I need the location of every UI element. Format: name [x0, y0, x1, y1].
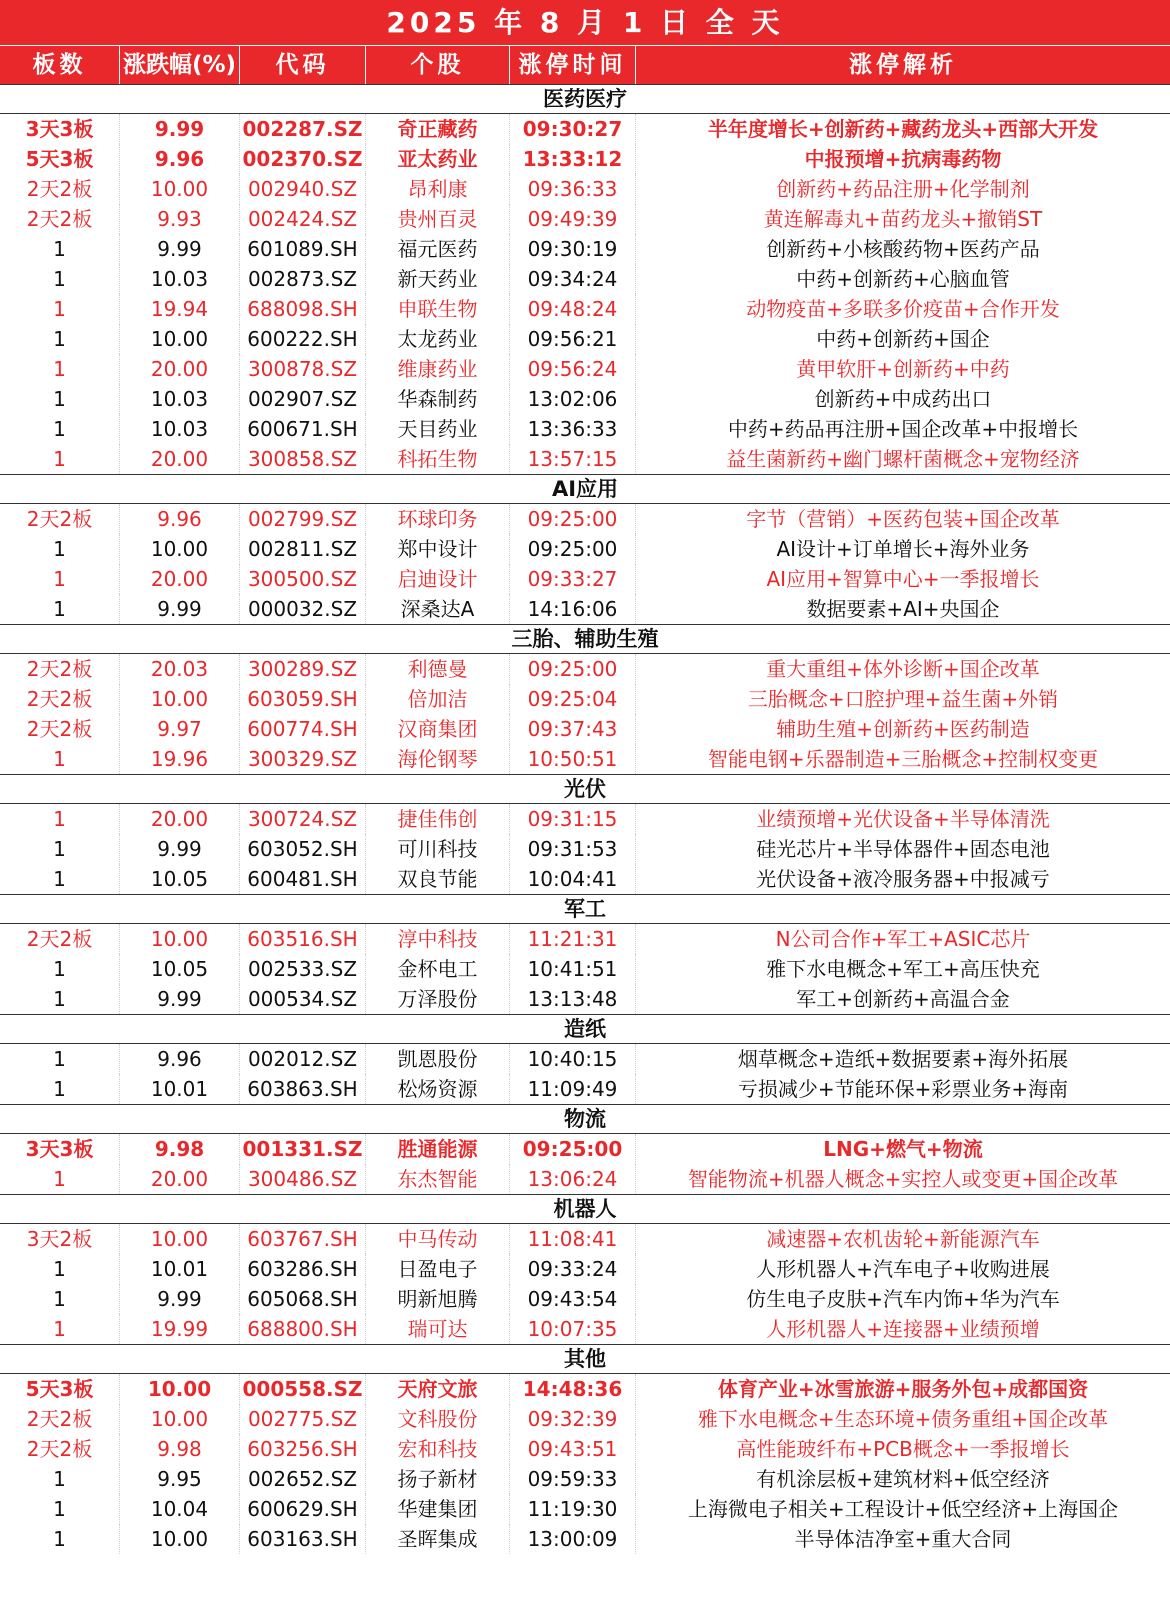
stock-name-cell: 海伦钢琴 — [366, 744, 510, 774]
table-row — [0, 1494, 1170, 1524]
change-pct-cell: 10.00 — [120, 534, 240, 564]
analysis-cell: 有机涂层板+建筑材料+低空经济 — [756, 1467, 1050, 1491]
table-row — [0, 354, 1170, 384]
analysis-cell: 军工+创新药+高温合金 — [796, 987, 1010, 1011]
board-count-cell: 1 — [0, 804, 120, 834]
table-row — [0, 744, 1170, 774]
limit-time-cell: 09:43:54 — [510, 1284, 636, 1314]
limit-time-cell: 11:19:30 — [510, 1494, 636, 1524]
stock-code-cell: 002907.SZ — [240, 384, 366, 414]
column-header-row — [0, 46, 1170, 84]
change-pct-cell: 9.96 — [120, 1044, 240, 1074]
analysis-cell: 智能物流+机器人概念+实控人或变更+国企改革 — [687, 1167, 1119, 1191]
stock-code-cell: 600774.SH — [240, 714, 366, 744]
change-pct-cell: 10.00 — [120, 1374, 240, 1404]
table-row — [0, 1224, 1170, 1254]
change-pct-cell: 19.99 — [120, 1314, 240, 1344]
table-row — [0, 114, 1170, 144]
stock-code-cell: 600481.SH — [240, 864, 366, 894]
stock-name-cell: 瑞可达 — [366, 1314, 510, 1344]
stock-name-cell: 日盈电子 — [366, 1254, 510, 1284]
limit-time-cell: 13:06:24 — [510, 1164, 636, 1194]
change-pct-cell: 10.00 — [120, 1224, 240, 1254]
limit-time-cell: 10:07:35 — [510, 1314, 636, 1344]
table-body — [0, 84, 1170, 1554]
stock-code-cell: 002775.SZ — [240, 1404, 366, 1434]
change-pct-cell: 9.99 — [120, 114, 240, 144]
change-pct-cell: 10.01 — [120, 1254, 240, 1284]
header-limit-time: 涨停时间 — [510, 46, 636, 84]
analysis-cell: 上海微电子相关+工程设计+低空经济+上海国企 — [687, 1497, 1119, 1521]
change-pct-cell: 20.00 — [120, 564, 240, 594]
table-row — [0, 714, 1170, 744]
section-header: 医药医疗 — [0, 84, 1170, 114]
change-pct-cell: 10.03 — [120, 414, 240, 444]
change-pct-cell: 10.03 — [120, 384, 240, 414]
stock-code-cell: 300878.SZ — [240, 354, 366, 384]
analysis-cell: 业绩预增+光伏设备+半导体清洗 — [756, 807, 1050, 831]
table-row — [0, 264, 1170, 294]
limit-time-cell: 09:30:27 — [510, 114, 636, 144]
table-row — [0, 1164, 1170, 1194]
analysis-cell: 亏损减少+节能环保+彩票业务+海南 — [737, 1077, 1069, 1101]
board-count-cell: 1 — [0, 1314, 120, 1344]
stock-name-cell: 科拓生物 — [366, 444, 510, 474]
stock-name-cell: 太龙药业 — [366, 324, 510, 354]
stock-name-cell: 华建集团 — [366, 1494, 510, 1524]
board-count-cell: 1 — [0, 384, 120, 414]
analysis-cell: 创新药+小核酸药物+医药产品 — [766, 237, 1040, 261]
stock-name-cell: 汉商集团 — [366, 714, 510, 744]
stock-code-cell: 603863.SH — [240, 1074, 366, 1104]
stock-code-cell: 002370.SZ — [240, 144, 366, 174]
board-count-cell: 1 — [0, 1524, 120, 1554]
table-row — [0, 594, 1170, 624]
change-pct-cell: 9.99 — [120, 984, 240, 1014]
table-row — [0, 204, 1170, 234]
board-count-cell: 1 — [0, 1284, 120, 1314]
change-pct-cell: 9.96 — [120, 144, 240, 174]
stock-code-cell: 688800.SH — [240, 1314, 366, 1344]
analysis-cell: 仿生电子皮肤+汽车内饰+华为汽车 — [746, 1287, 1060, 1311]
limit-time-cell: 09:36:33 — [510, 174, 636, 204]
board-count-cell: 1 — [0, 594, 120, 624]
table-row — [0, 534, 1170, 564]
table-row — [0, 144, 1170, 174]
change-pct-cell: 9.98 — [120, 1434, 240, 1464]
stock-name-cell: 新天药业 — [366, 264, 510, 294]
stock-code-cell: 688098.SH — [240, 294, 366, 324]
limit-time-cell: 09:56:24 — [510, 354, 636, 384]
limit-time-cell: 14:16:06 — [510, 594, 636, 624]
stock-code-cell: 300858.SZ — [240, 444, 366, 474]
limit-time-cell: 09:31:53 — [510, 834, 636, 864]
stock-code-cell: 603059.SH — [240, 684, 366, 714]
board-count-cell: 1 — [0, 1464, 120, 1494]
limit-time-cell: 09:49:39 — [510, 204, 636, 234]
board-count-cell: 2天2板 — [0, 924, 120, 954]
analysis-cell: 创新药+中成药出口 — [814, 387, 992, 411]
stock-code-cell: 600222.SH — [240, 324, 366, 354]
stock-name-cell: 中马传动 — [366, 1224, 510, 1254]
change-pct-cell: 20.00 — [120, 354, 240, 384]
limit-time-cell: 09:25:00 — [510, 1134, 636, 1164]
stock-name-cell: 捷佳伟创 — [366, 804, 510, 834]
analysis-cell: AI应用+智算中心+一季报增长 — [766, 567, 1040, 591]
limit-time-cell: 09:31:15 — [510, 804, 636, 834]
table-row — [0, 654, 1170, 684]
change-pct-cell: 10.00 — [120, 1404, 240, 1434]
stock-code-cell: 300500.SZ — [240, 564, 366, 594]
board-count-cell: 3天3板 — [0, 1134, 120, 1164]
board-count-cell: 2天2板 — [0, 504, 120, 534]
stock-code-cell: 002012.SZ — [240, 1044, 366, 1074]
stock-name-cell: 淳中科技 — [366, 924, 510, 954]
table-row — [0, 834, 1170, 864]
stock-name-cell: 宏和科技 — [366, 1434, 510, 1464]
stock-name-cell: 深桑达A — [366, 594, 510, 624]
analysis-cell: 中药+创新药+心脑血管 — [796, 267, 1010, 291]
limit-time-cell: 09:56:21 — [510, 324, 636, 354]
stock-name-cell: 贵州百灵 — [366, 204, 510, 234]
analysis-cell: 数据要素+AI+央国企 — [806, 597, 1000, 621]
stock-name-cell: 维康药业 — [366, 354, 510, 384]
analysis-cell: 人形机器人+连接器+业绩预增 — [766, 1317, 1040, 1341]
board-count-cell: 1 — [0, 954, 120, 984]
analysis-cell: 雅下水电概念+生态环境+债务重组+国企改革 — [697, 1407, 1109, 1431]
table-row — [0, 954, 1170, 984]
limit-time-cell: 13:33:12 — [510, 144, 636, 174]
limit-time-cell: 10:40:15 — [510, 1044, 636, 1074]
analysis-cell: 创新药+药品注册+化学制剂 — [776, 177, 1030, 201]
board-count-cell: 1 — [0, 534, 120, 564]
stock-code-cell: 603256.SH — [240, 1434, 366, 1464]
table-row — [0, 1254, 1170, 1284]
stock-name-cell: 福元医药 — [366, 234, 510, 264]
board-count-cell: 1 — [0, 414, 120, 444]
analysis-cell: 三胎概念+口腔护理+益生菌+外销 — [747, 687, 1059, 711]
change-pct-cell: 20.00 — [120, 804, 240, 834]
table-row — [0, 1464, 1170, 1494]
limit-time-cell: 11:21:31 — [510, 924, 636, 954]
stock-name-cell: 扬子新材 — [366, 1464, 510, 1494]
change-pct-cell: 20.00 — [120, 1164, 240, 1194]
stock-code-cell: 300724.SZ — [240, 804, 366, 834]
stock-code-cell: 000534.SZ — [240, 984, 366, 1014]
change-pct-cell: 9.99 — [120, 834, 240, 864]
limit-time-cell: 09:30:19 — [510, 234, 636, 264]
stock-name-cell: 倍加洁 — [366, 684, 510, 714]
board-count-cell: 2天2板 — [0, 654, 120, 684]
limit-time-cell: 11:08:41 — [510, 1224, 636, 1254]
analysis-cell: 智能电钢+乐器制造+三胎概念+控制权变更 — [707, 747, 1099, 771]
table-row — [0, 924, 1170, 954]
stock-name-cell: 万泽股份 — [366, 984, 510, 1014]
table-row — [0, 384, 1170, 414]
stock-code-cell: 603052.SH — [240, 834, 366, 864]
board-count-cell: 1 — [0, 564, 120, 594]
board-count-cell: 1 — [0, 864, 120, 894]
change-pct-cell: 9.96 — [120, 504, 240, 534]
stock-code-cell: 603286.SH — [240, 1254, 366, 1284]
board-count-cell: 1 — [0, 834, 120, 864]
limit-time-cell: 13:36:33 — [510, 414, 636, 444]
change-pct-cell: 10.01 — [120, 1074, 240, 1104]
stock-code-cell: 603767.SH — [240, 1224, 366, 1254]
analysis-cell: 高性能玻纤布+PCB概念+一季报增长 — [736, 1437, 1070, 1461]
stock-name-cell: 双良节能 — [366, 864, 510, 894]
table-row — [0, 1074, 1170, 1104]
board-count-cell: 1 — [0, 1494, 120, 1524]
analysis-cell: 重大重组+体外诊断+国企改革 — [766, 657, 1040, 681]
stock-code-cell: 002940.SZ — [240, 174, 366, 204]
limit-time-cell: 13:13:48 — [510, 984, 636, 1014]
stock-name-cell: 文科股份 — [366, 1404, 510, 1434]
limit-time-cell: 13:57:15 — [510, 444, 636, 474]
stock-name-cell: 凯恩股份 — [366, 1044, 510, 1074]
table-row — [0, 504, 1170, 534]
analysis-cell: 中报预增+抗病毒药物 — [804, 147, 1002, 171]
board-count-cell: 1 — [0, 264, 120, 294]
analysis-cell: 人形机器人+汽车电子+收购进展 — [756, 1257, 1050, 1281]
stock-code-cell: 002652.SZ — [240, 1464, 366, 1494]
section-header: 光伏 — [0, 774, 1170, 804]
change-pct-cell: 9.99 — [120, 594, 240, 624]
board-count-cell: 2天2板 — [0, 174, 120, 204]
stock-code-cell: 300289.SZ — [240, 654, 366, 684]
stock-code-cell: 001331.SZ — [240, 1134, 366, 1164]
table-row — [0, 1284, 1170, 1314]
stock-code-cell: 002533.SZ — [240, 954, 366, 984]
analysis-cell: 中药+创新药+国企 — [816, 327, 990, 351]
section-header: 其他 — [0, 1344, 1170, 1374]
analysis-cell: 动物疫苗+多联多价疫苗+合作开发 — [746, 297, 1060, 321]
board-count-cell: 1 — [0, 1164, 120, 1194]
board-count-cell: 1 — [0, 294, 120, 324]
board-count-cell: 3天3板 — [0, 114, 120, 144]
board-count-cell: 1 — [0, 234, 120, 264]
board-count-cell: 1 — [0, 444, 120, 474]
stock-code-cell: 000032.SZ — [240, 594, 366, 624]
table-row — [0, 1374, 1170, 1404]
analysis-cell: 益生菌新药+幽门螺杆菌概念+宠物经济 — [726, 447, 1080, 471]
limit-time-cell: 09:25:00 — [510, 534, 636, 564]
limit-time-cell: 09:48:24 — [510, 294, 636, 324]
board-count-cell: 1 — [0, 1074, 120, 1104]
table-row — [0, 564, 1170, 594]
stock-name-cell: 圣晖集成 — [366, 1524, 510, 1554]
table-row — [0, 294, 1170, 324]
limit-time-cell: 09:37:43 — [510, 714, 636, 744]
change-pct-cell: 9.95 — [120, 1464, 240, 1494]
table-row — [0, 1134, 1170, 1164]
change-pct-cell: 10.00 — [120, 324, 240, 354]
section-header: 三胎、辅助生殖 — [0, 624, 1170, 654]
change-pct-cell: 10.00 — [120, 684, 240, 714]
change-pct-cell: 10.05 — [120, 954, 240, 984]
board-count-cell: 5天3板 — [0, 1374, 120, 1404]
stock-code-cell: 603516.SH — [240, 924, 366, 954]
limit-time-cell: 09:34:24 — [510, 264, 636, 294]
stock-name-cell: 华森制药 — [366, 384, 510, 414]
analysis-cell: 黄甲软肝+创新药+中药 — [796, 357, 1010, 381]
sheet-title: 2025 年 8 月 1 日 全 天 — [0, 0, 1170, 46]
limit-time-cell: 14:48:36 — [510, 1374, 636, 1404]
board-count-cell: 2天2板 — [0, 1434, 120, 1464]
table-row — [0, 234, 1170, 264]
stock-name-cell: 胜通能源 — [366, 1134, 510, 1164]
limit-time-cell: 10:41:51 — [510, 954, 636, 984]
table-row — [0, 804, 1170, 834]
header-stock: 个股 — [366, 46, 510, 84]
board-count-cell: 1 — [0, 1044, 120, 1074]
stock-name-cell: 亚太药业 — [366, 144, 510, 174]
table-row — [0, 864, 1170, 894]
table-row — [0, 1434, 1170, 1464]
change-pct-cell: 9.99 — [120, 234, 240, 264]
analysis-cell: 中药+药品再注册+国企改革+中报增长 — [727, 417, 1079, 441]
stock-name-cell: 明新旭腾 — [366, 1284, 510, 1314]
table-row — [0, 1524, 1170, 1554]
stock-code-cell: 002811.SZ — [240, 534, 366, 564]
section-header: AI应用 — [0, 474, 1170, 504]
table-row — [0, 984, 1170, 1014]
analysis-cell: AI设计+订单增长+海外业务 — [776, 537, 1030, 561]
limit-time-cell: 09:33:27 — [510, 564, 636, 594]
stock-code-cell: 002799.SZ — [240, 504, 366, 534]
analysis-cell: 字节（营销）+医药包装+国企改革 — [746, 507, 1060, 531]
board-count-cell: 3天2板 — [0, 1224, 120, 1254]
stock-code-cell: 601089.SH — [240, 234, 366, 264]
analysis-cell: 烟草概念+造纸+数据要素+海外拓展 — [737, 1047, 1069, 1071]
header-analysis: 涨停解析 — [849, 52, 957, 78]
limit-time-cell: 09:32:39 — [510, 1404, 636, 1434]
analysis-cell: 雅下水电概念+军工+高压快充 — [766, 957, 1040, 981]
stock-code-cell: 300486.SZ — [240, 1164, 366, 1194]
stock-code-cell: 600671.SH — [240, 414, 366, 444]
table-row — [0, 414, 1170, 444]
board-count-cell: 1 — [0, 354, 120, 384]
stock-code-cell: 000558.SZ — [240, 1374, 366, 1404]
change-pct-cell: 9.97 — [120, 714, 240, 744]
limit-time-cell: 09:25:00 — [510, 504, 636, 534]
table-row — [0, 174, 1170, 204]
section-header: 机器人 — [0, 1194, 1170, 1224]
analysis-cell: 半年度增长+创新药+藏药龙头+西部大开发 — [707, 117, 1099, 141]
table-row — [0, 684, 1170, 714]
header-board-count: 板数 — [0, 46, 120, 84]
stock-name-cell: 昂利康 — [366, 174, 510, 204]
limit-time-cell: 10:04:41 — [510, 864, 636, 894]
stock-name-cell: 启迪设计 — [366, 564, 510, 594]
board-count-cell: 1 — [0, 1254, 120, 1284]
change-pct-cell: 9.98 — [120, 1134, 240, 1164]
change-pct-cell: 10.05 — [120, 864, 240, 894]
stock-name-cell: 郑中设计 — [366, 534, 510, 564]
limit-time-cell: 13:02:06 — [510, 384, 636, 414]
section-header: 造纸 — [0, 1014, 1170, 1044]
stock-code-cell: 605068.SH — [240, 1284, 366, 1314]
stock-name-cell: 松炀资源 — [366, 1074, 510, 1104]
board-count-cell: 2天2板 — [0, 684, 120, 714]
change-pct-cell: 10.00 — [120, 174, 240, 204]
stock-name-cell: 申联生物 — [366, 294, 510, 324]
stock-code-cell: 002424.SZ — [240, 204, 366, 234]
board-count-cell: 2天2板 — [0, 1404, 120, 1434]
limit-time-cell: 10:50:51 — [510, 744, 636, 774]
analysis-cell: 硅光芯片+半导体器件+固态电池 — [756, 837, 1050, 861]
board-count-cell: 5天3板 — [0, 144, 120, 174]
board-count-cell: 1 — [0, 324, 120, 354]
board-count-cell: 1 — [0, 984, 120, 1014]
stock-name-cell: 利德曼 — [366, 654, 510, 684]
header-change-pct: 涨跌幅(%) — [120, 46, 240, 84]
change-pct-cell: 10.04 — [120, 1494, 240, 1524]
analysis-cell: 辅助生殖+创新药+医药制造 — [776, 717, 1030, 741]
analysis-cell: LNG+燃气+物流 — [823, 1137, 983, 1161]
limit-time-cell: 09:25:04 — [510, 684, 636, 714]
change-pct-cell: 19.96 — [120, 744, 240, 774]
stock-name-cell: 东杰智能 — [366, 1164, 510, 1194]
change-pct-cell: 19.94 — [120, 294, 240, 324]
table-row — [0, 1314, 1170, 1344]
stock-name-cell: 天府文旅 — [366, 1374, 510, 1404]
change-pct-cell: 9.93 — [120, 204, 240, 234]
limit-time-cell: 09:33:24 — [510, 1254, 636, 1284]
table-row — [0, 1044, 1170, 1074]
change-pct-cell: 20.03 — [120, 654, 240, 684]
section-header: 物流 — [0, 1104, 1170, 1134]
header-code: 代码 — [240, 46, 366, 84]
stock-code-cell: 002873.SZ — [240, 264, 366, 294]
stock-code-cell: 603163.SH — [240, 1524, 366, 1554]
analysis-cell: 减速器+农机齿轮+新能源汽车 — [766, 1227, 1040, 1251]
stock-name-cell: 天目药业 — [366, 414, 510, 444]
stock-name-cell: 环球印务 — [366, 504, 510, 534]
stock-code-cell: 002287.SZ — [240, 114, 366, 144]
table-row — [0, 1404, 1170, 1434]
limit-time-cell: 09:25:00 — [510, 654, 636, 684]
table-row — [0, 324, 1170, 354]
limit-time-cell: 13:00:09 — [510, 1524, 636, 1554]
change-pct-cell: 9.99 — [120, 1284, 240, 1314]
board-count-cell: 2天2板 — [0, 204, 120, 234]
stock-name-cell: 金杯电工 — [366, 954, 510, 984]
limit-time-cell: 09:59:33 — [510, 1464, 636, 1494]
table-row — [0, 444, 1170, 474]
limit-time-cell: 11:09:49 — [510, 1074, 636, 1104]
stock-name-cell: 奇正藏药 — [366, 114, 510, 144]
limit-time-cell: 09:43:51 — [510, 1434, 636, 1464]
board-count-cell: 2天2板 — [0, 714, 120, 744]
change-pct-cell: 10.03 — [120, 264, 240, 294]
analysis-cell: N公司合作+军工+ASIC芯片 — [775, 927, 1031, 951]
stock-code-cell: 300329.SZ — [240, 744, 366, 774]
change-pct-cell: 20.00 — [120, 444, 240, 474]
analysis-cell: 体育产业+冰雪旅游+服务外包+成都国资 — [717, 1377, 1089, 1401]
board-count-cell: 1 — [0, 744, 120, 774]
stock-name-cell: 可川科技 — [366, 834, 510, 864]
analysis-cell: 黄连解毒丸+苗药龙头+撤销ST — [763, 207, 1043, 231]
analysis-cell: 光伏设备+液冷服务器+中报减亏 — [756, 867, 1050, 891]
analysis-cell: 半导体洁净室+重大合同 — [794, 1527, 1012, 1551]
change-pct-cell: 10.00 — [120, 924, 240, 954]
section-header: 军工 — [0, 894, 1170, 924]
stock-code-cell: 600629.SH — [240, 1494, 366, 1524]
change-pct-cell: 10.00 — [120, 1524, 240, 1554]
